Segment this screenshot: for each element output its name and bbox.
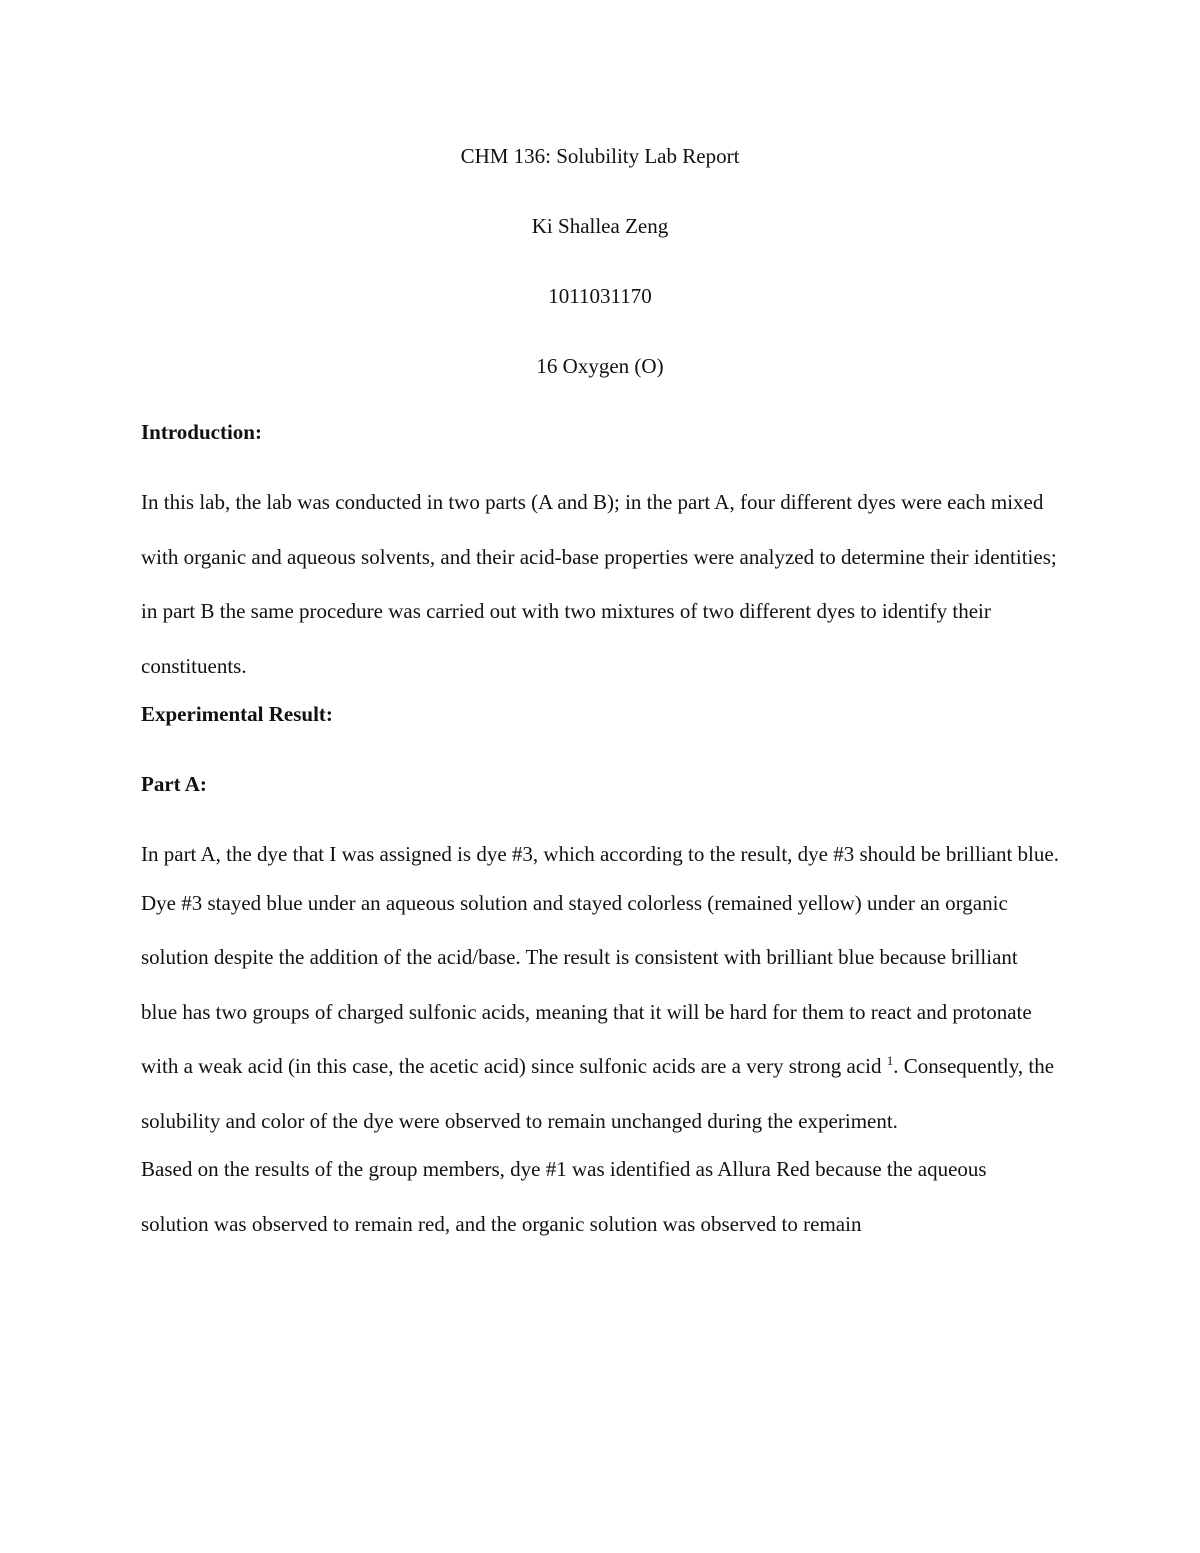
document-body: [141, 140, 1059, 1256]
part-a-heading: Part A:: [141, 772, 207, 796]
paragraph-2-text-after-ref: . Consequently, the solubility and color of the dye were observed to remain unchanged during the experiment.: [141, 1054, 1055, 1133]
reference-marker: 1: [886, 1053, 894, 1068]
group-name: 16 Oxygen (O): [536, 354, 664, 378]
experimental-result-heading: Experimental Result:: [141, 702, 333, 726]
author-name: Ki Shallea Zeng: [531, 214, 669, 238]
part-a-paragraph-3: Based on the results of the group members, dye #1 was identified as Allura Red because the aqueous solution was observed to remain red, and the organic solution was observed to remain: [141, 1157, 987, 1236]
student-number: 1011031170: [548, 284, 652, 308]
paragraph-2-text-before-ref: Dye #3 stayed blue under an aqueous solution and stayed colorless (remained yellow) under an organic solution despite the addition of the acid/base. The result is consistent with brilliant blue because brilliant blue has two groups of charged sulfonic acids, meaning that it will be hard for them to react and protonate with a weak acid (in this case, the acetic acid) since sulfonic acids are a very strong acid: [141, 890, 1032, 1078]
introduction-paragraph: In this lab, the lab was conducted in two parts (A and B); in the part A, four different dyes were each mixed with organic and aqueous solvents, and their acid-base properties were analyzed to determine their identities; in part B the same procedure was carried out with two mixtures of two different dyes to identify their constituents.: [141, 490, 1057, 678]
introduction-heading: Introduction:: [141, 420, 262, 444]
report-title: CHM 136: Solubility Lab Report: [460, 144, 740, 168]
part-a-paragraph-1: In part A, the dye that I was assigned is dye #3, which according to the result, dye #3 should be brilliant blue.: [141, 842, 1059, 866]
part-a-paragraph-2: [141, 876, 1059, 1149]
